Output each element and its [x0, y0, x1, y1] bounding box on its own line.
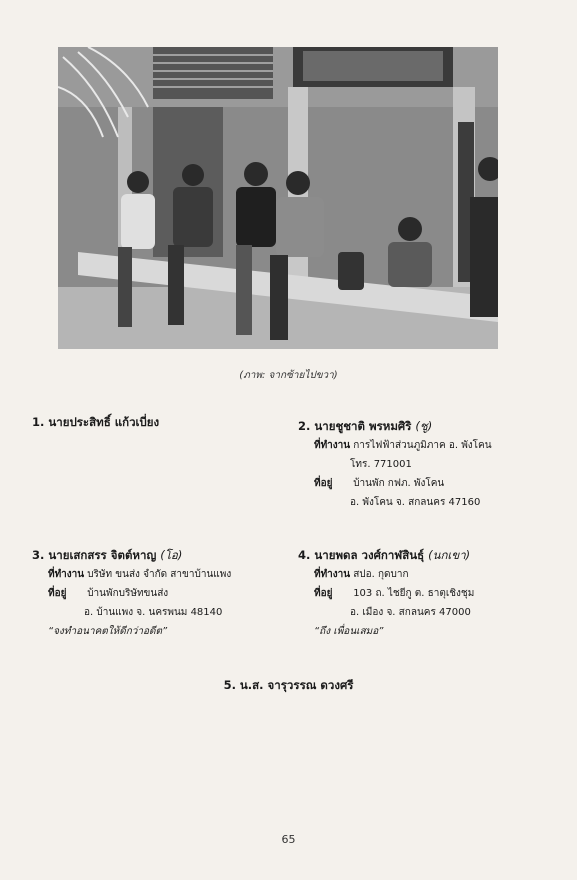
address-row-2	[314, 603, 474, 622]
row-label: ที่ทำงาน	[48, 569, 85, 580]
row-label: ที่อยู่	[314, 588, 333, 599]
person-name: นายเสกสรร จิตต์หาญ	[48, 548, 157, 562]
entry-2-name	[298, 417, 492, 436]
row-value: สปอ. กุดบาก	[353, 569, 409, 580]
entry-1	[32, 413, 159, 432]
entry-number: 1.	[32, 415, 45, 429]
person-name: นายชูชาติ พรหมศิริ	[314, 419, 412, 433]
entry-number: 3.	[32, 548, 45, 562]
row-label: ที่ทำงาน	[314, 440, 351, 451]
entry-4	[298, 546, 474, 641]
entry-2	[298, 417, 492, 512]
address-row	[314, 584, 474, 603]
address-row-2	[48, 603, 231, 622]
row-value: บ้านพัก กฟภ. พังโคน	[353, 478, 445, 489]
entry-3	[32, 546, 231, 641]
quote: “ถึง เพื่อนเสมอ”	[314, 626, 384, 637]
row-value: การไฟฟ้าส่วนภูมิภาค อ. พังโคน	[353, 440, 492, 451]
entry-number: 4.	[298, 548, 311, 562]
workplace-row	[314, 436, 492, 455]
workplace-row	[314, 565, 474, 584]
row-value: อ. เมือง จ. สกลนคร 47000	[350, 607, 471, 618]
page-number: 65	[281, 833, 296, 846]
row-label: ที่ทำงาน	[314, 569, 351, 580]
address-row	[48, 584, 231, 603]
address-row	[314, 474, 492, 493]
row-label: ที่อยู่	[48, 588, 67, 599]
group-photo-icon	[58, 47, 498, 349]
workplace-row	[48, 565, 231, 584]
photo-caption: (ภาพ: จากซ้ายไปขวา)	[239, 370, 338, 381]
entry-3-name	[32, 546, 231, 565]
row-label: ที่อยู่	[314, 478, 333, 489]
entry-4-name	[298, 546, 474, 565]
quote: “จงทำอนาคตให้ดีกว่าอดีต”	[48, 626, 168, 637]
nickname: (โอ)	[160, 548, 183, 562]
nickname: (ชู)	[415, 419, 433, 433]
row-value: 103 ถ. ไชยีกู ต. ธาตุเชิงชุม	[353, 588, 475, 599]
row-value: อ. พังโคน จ. สกลนคร 47160	[350, 497, 481, 508]
group-photo	[58, 47, 498, 349]
row-value: บ้านพักบริษัทขนส่ง	[87, 588, 169, 599]
address-row-2	[314, 493, 492, 512]
nickname: (นกเขา)	[428, 548, 471, 562]
row-value: บริษัท ขนส่ง จำกัด สาขาบ้านแพง	[87, 569, 232, 580]
row-value: อ. บ้านแพง จ. นครพนม 48140	[84, 607, 223, 618]
entry-5-name: 5. น.ส. จารุวรรณ ดวงศรี	[223, 678, 354, 692]
row-value: โทร. 771001	[350, 459, 412, 470]
phone-row	[314, 455, 492, 474]
person-name: นายพดล วงศ์กาฬสินธุ์	[314, 548, 425, 562]
person-name: นายประสิทธิ์ แก้วเบี่ยง	[48, 415, 160, 429]
entry-1-name	[32, 413, 159, 432]
entry-number: 2.	[298, 419, 311, 433]
